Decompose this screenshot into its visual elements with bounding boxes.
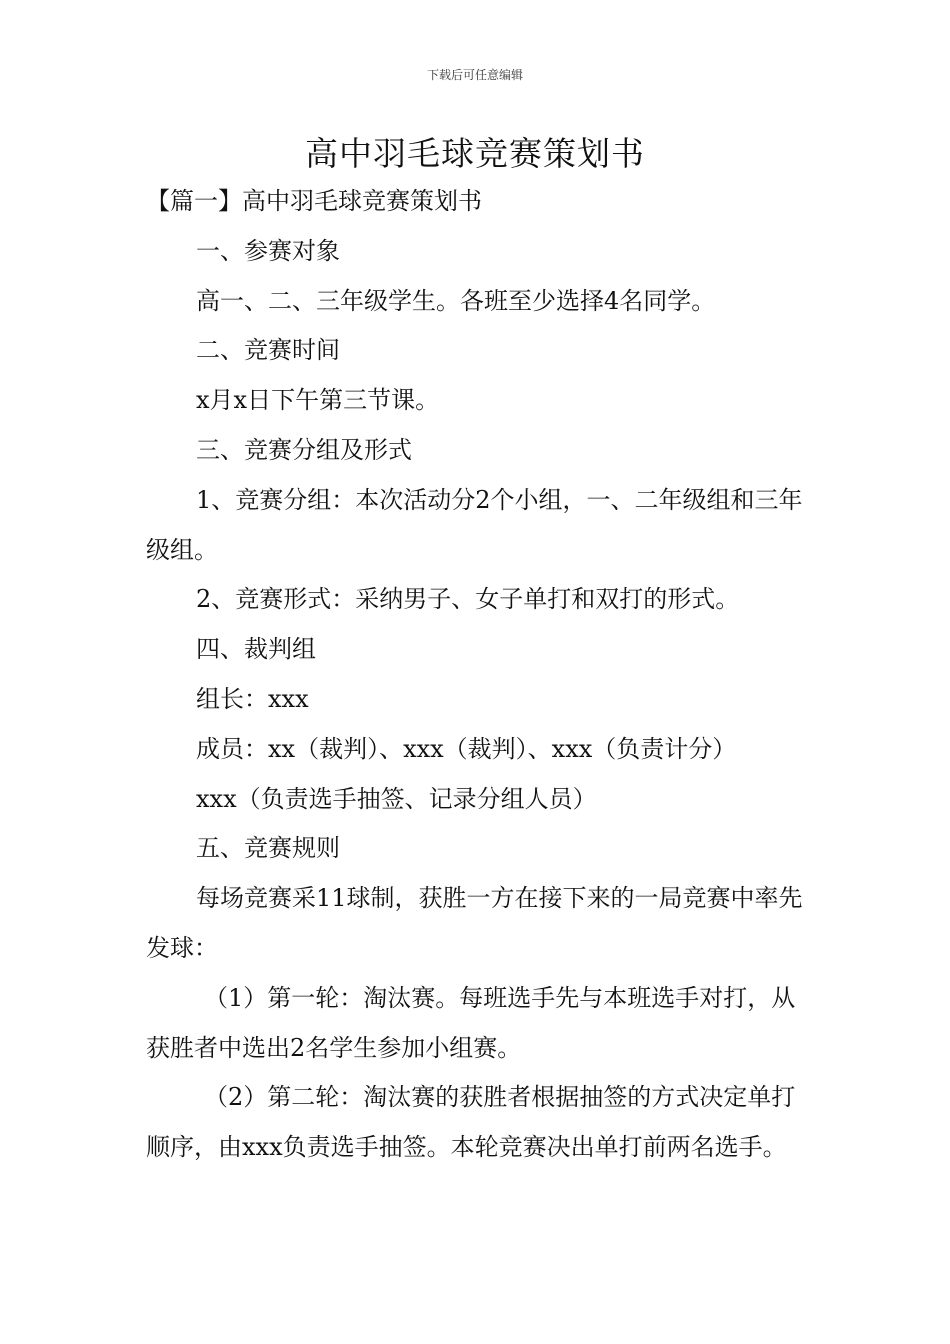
section-heading-part-one: 【篇一】高中羽毛球竞赛策划书: [146, 187, 482, 215]
paragraph-format: 2、竞赛形式：采纳男子、女子单打和双打的形式。: [196, 585, 740, 614]
document-title: 高中羽毛球竞赛策划书: [305, 134, 645, 173]
document-body: [146, 177, 808, 1173]
heading-groups-format: 三、竞赛分组及形式: [196, 435, 412, 464]
heading-rules: 五、竞赛规则: [196, 834, 340, 863]
page-header-note: 下载后可任意编辑: [426, 68, 523, 82]
paragraph-groups: 1、竞赛分组：本次活动分2个小组，一、二年级组和三年级组。: [146, 485, 803, 564]
heading-referees: 四、裁判组: [196, 635, 316, 664]
paragraph-round-two: （2）第二轮：淘汰赛的获胜者根据抽签的方式决定单打顺序，由xxx负责选手抽签。本轮竞赛决出单打前两名选手。: [146, 1083, 796, 1162]
paragraph-round-one: （1）第一轮：淘汰赛。每班选手先与本班选手对打，从获胜者中选出2名学生参加小组赛。: [146, 983, 796, 1062]
paragraph-participants: 高一、二、三年级学生。各班至少选择4名同学。: [196, 286, 716, 315]
heading-participants: 一、参赛对象: [196, 236, 340, 265]
heading-time: 二、竞赛时间: [196, 336, 340, 365]
paragraph-time: x月x日下午第三节课。: [196, 386, 440, 415]
paragraph-team-leader: 组长：xxx: [196, 684, 309, 713]
paragraph-rules-intro: 每场竞赛采11球制，获胜一方在接下来的一局竞赛中率先发球：: [146, 884, 803, 962]
paragraph-members-continued: xxx（负责选手抽签、记录分组人员）: [196, 784, 597, 813]
paragraph-members: 成员：xx（裁判）、xxx（裁判）、xxx（负责计分）: [196, 734, 737, 763]
